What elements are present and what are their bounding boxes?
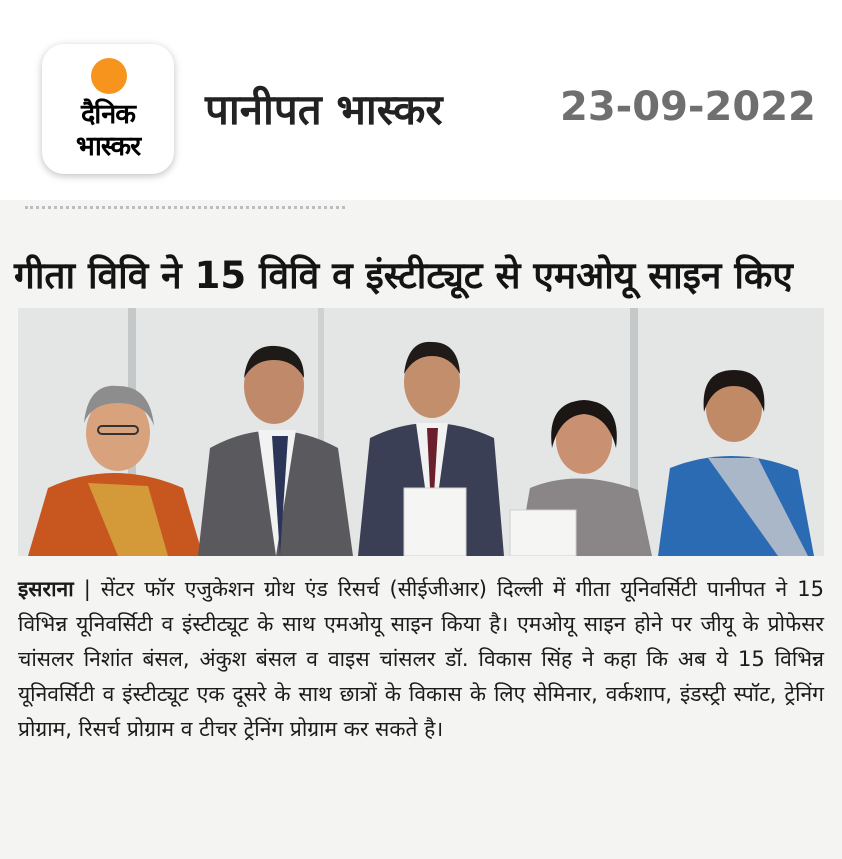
- logo-text-line1: दैनिक: [80, 99, 136, 130]
- sun-icon: [91, 58, 127, 94]
- article-headline: गीता विवि ने 15 विवि व इंस्टीट्यूट से एमओयू साइन किए: [14, 254, 793, 297]
- newspaper-header: [0, 0, 842, 200]
- news-clipping: [0, 200, 842, 859]
- article-photo: [18, 308, 824, 556]
- article-body: [18, 572, 824, 747]
- logo-text-line2: भास्कर: [75, 131, 141, 162]
- edition-name: पानीपत भास्कर: [205, 85, 443, 134]
- article-dateline: इसराना: [18, 577, 74, 601]
- article-body-text: | सेंटर फॉर एजुकेशन ग्रोथ एंड रिसर्च (सीईजीआर) दिल्ली में गीता यूनिवर्सिटी पानीपत ने 15 विभिन्न यूनिवर्सिटी व इंस्टीट्यूट के साथ एमओयू साइन किया है। एमओयू साइन होने पर जीयू के प्रोफेसर चांसलर निशांत बंसल, अंकुश बंसल व वाइस चांसलर डॉ. विकास सिंह ने कहा कि अब ये 15 विभिन्न यूनिवर्सिटी व इंस्टीट्यूट एक दूसरे के साथ छात्रों के विकास के लिए सेमिनार, वर्कशाप, इंडस्ट्री स्पॉट, ट्रेनिंग प्रोग्राम, रिसर्च प्रोग्राम व टीचर ट्रेनिंग प्रोग्राम कर सकते है।: [18, 577, 824, 741]
- edition-date: 23-09-2022: [560, 84, 816, 130]
- cropped-text-remnant: [25, 206, 345, 219]
- dainik-bhaskar-logo: [42, 44, 174, 174]
